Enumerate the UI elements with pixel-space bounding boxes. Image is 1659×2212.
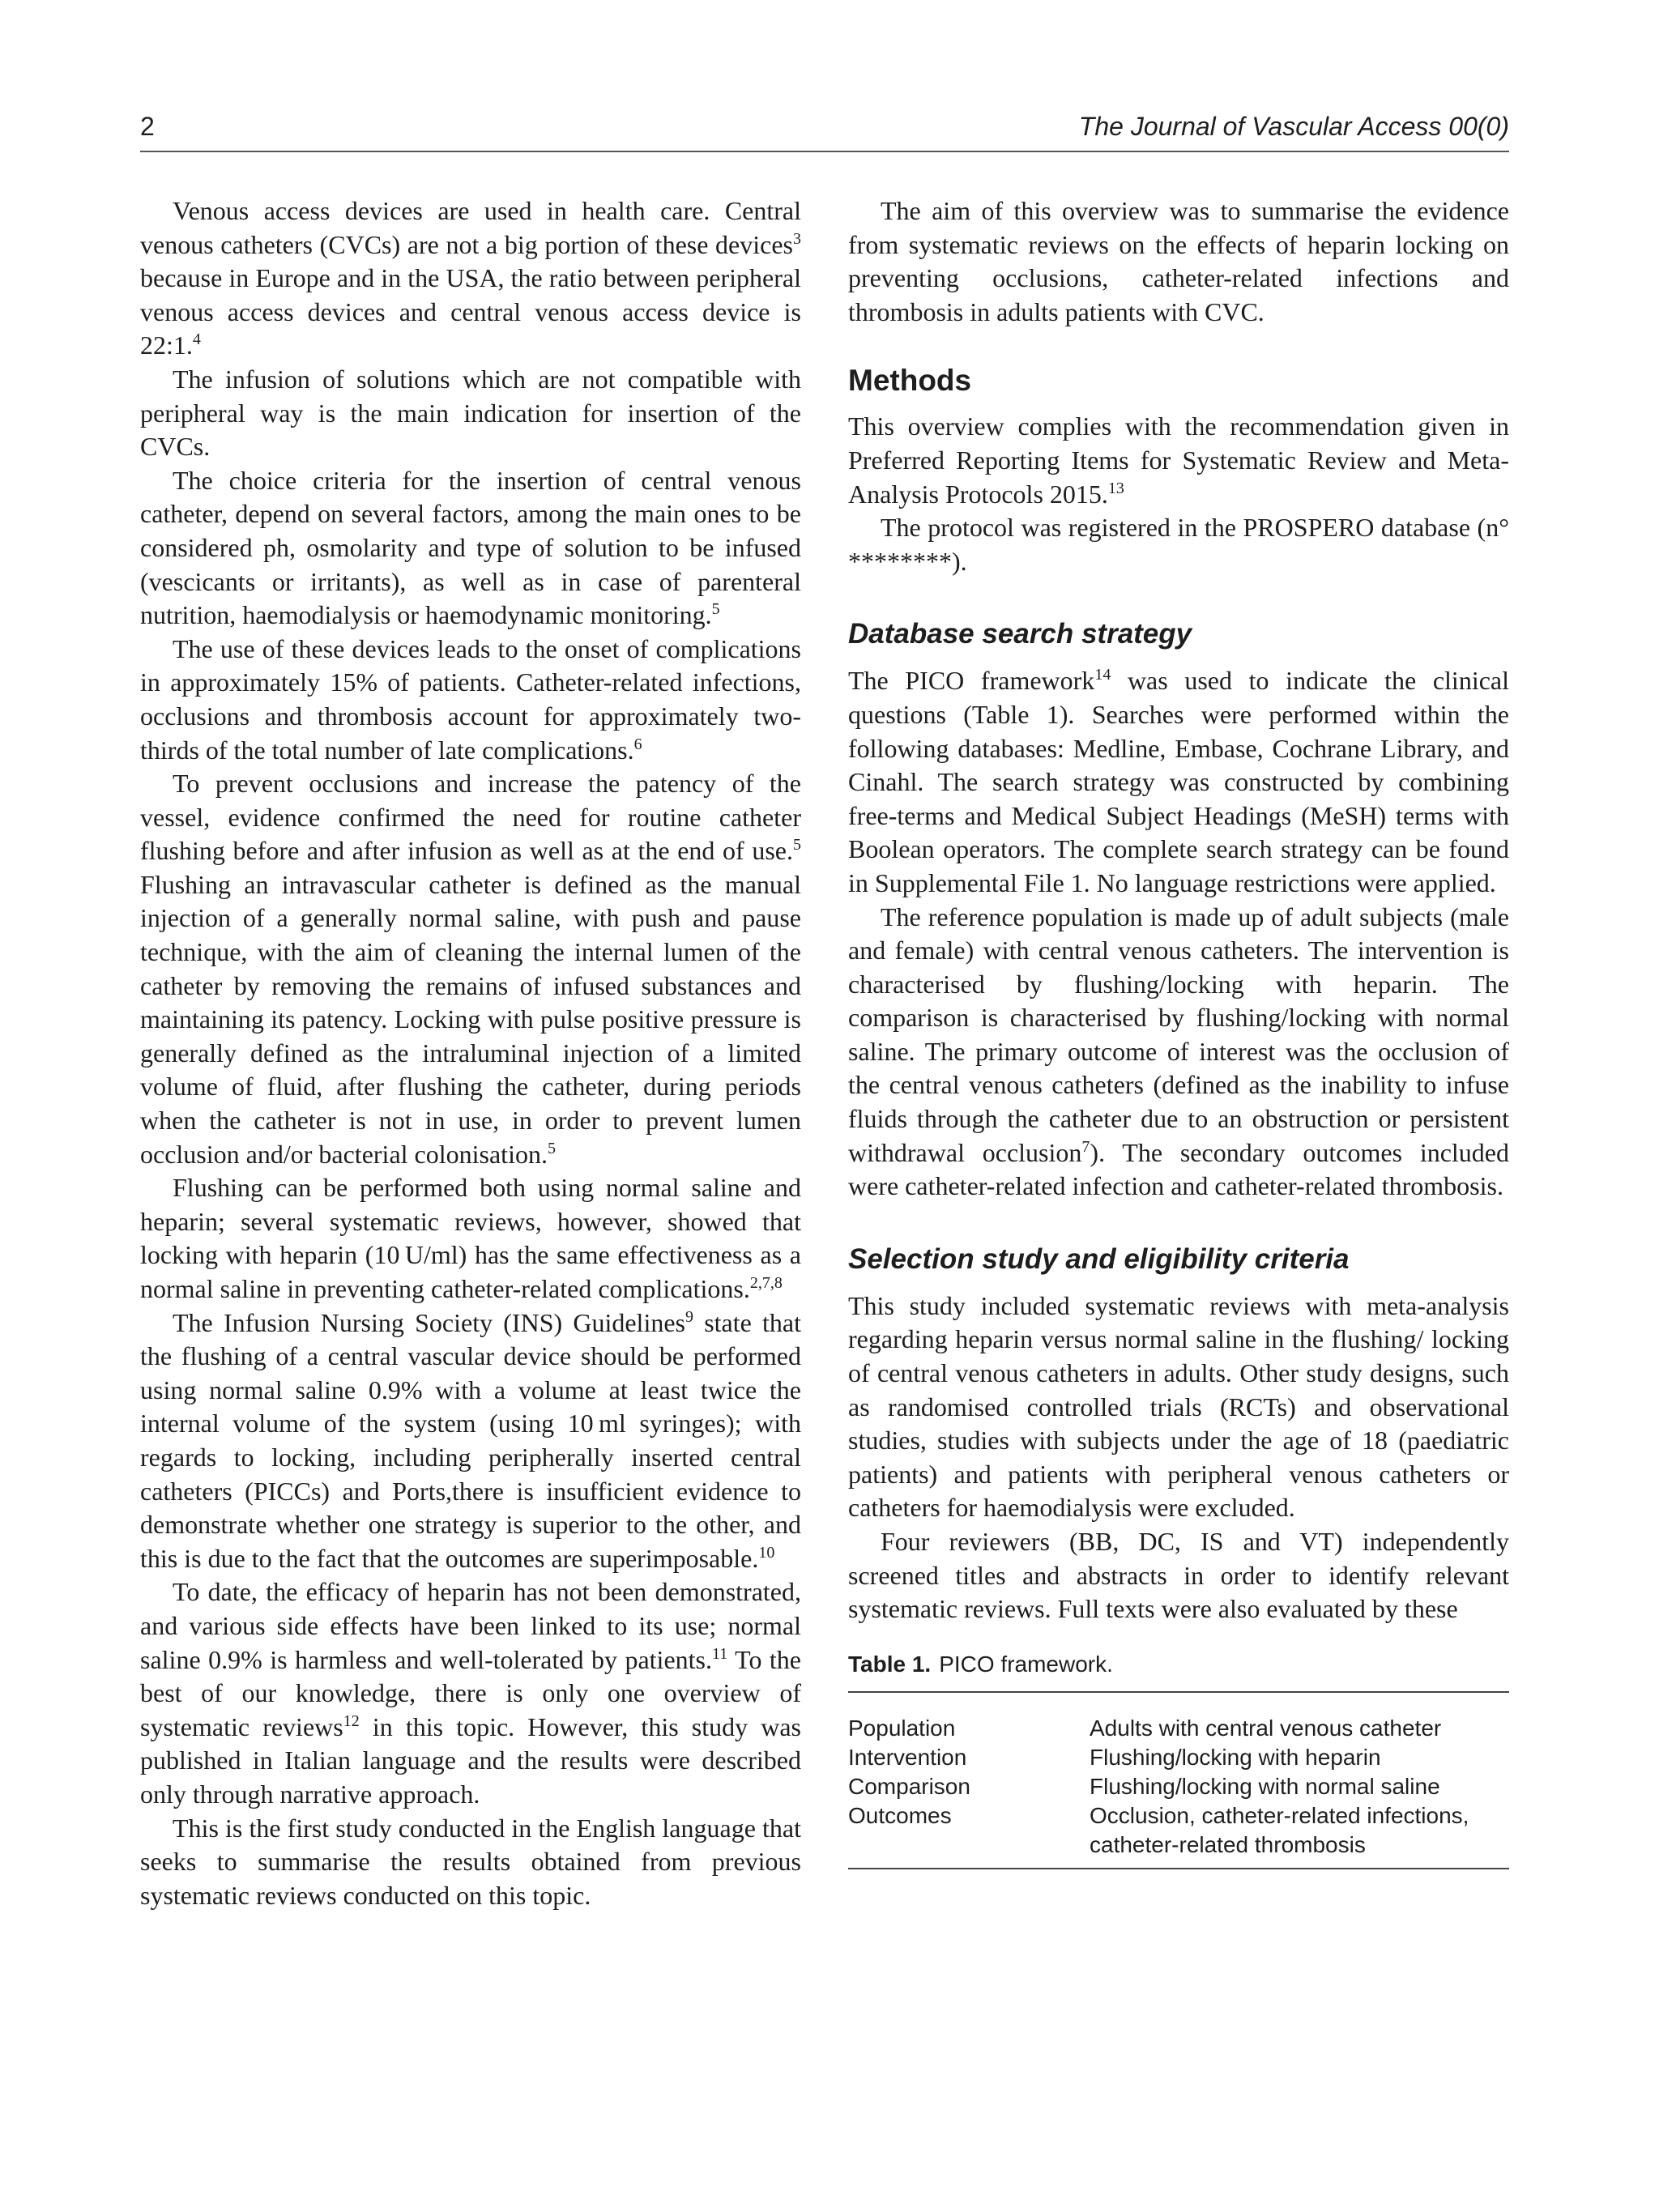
- citation: 12: [343, 1711, 360, 1730]
- table-caption-text: PICO framework.: [939, 1651, 1113, 1677]
- citation: 9: [685, 1307, 693, 1326]
- intro-paragraph-1: Venous access devices are used in health care. Central venous catheters (CVCs) are not a big portion of these devices$^3$ because in Europe and in the USA, the ratio between peripheral venous access devices and central venous access device is 22:1.$^4$: [140, 196, 801, 360]
- database-search-heading: Database search strategy: [848, 618, 1192, 650]
- citation: 2,7,8: [749, 1274, 783, 1292]
- citation: 11: [712, 1644, 728, 1663]
- intro-paragraph-8: To date, the efficacy of heparin has not been demonstrated, and various side effects have been linked to its use; normal saline 0.9% is harmless and well-tolerated by patients.$^{11}$ To the best of our knowledge, there is only one overview of systematic reviews$^{12}$ in this topic. However, this study was published in Italian language and the results were described only through narrative approach.: [140, 1577, 802, 1809]
- running-header: [140, 112, 1509, 152]
- table-cell-term: Outcomes: [848, 1802, 952, 1828]
- intro-paragraph-2: The infusion of solutions which are not compatible with peripheral way is the main indication for insertion of the CVCs.: [140, 364, 801, 462]
- selection-paragraph-1: This study included systematic reviews with meta-analysis regarding heparin versus normal saline in the flushing/ locking of central venous catheters in adults. Other study designs, such as randomised controlled trials (RCTs) and observational studies, studies with subjects under the age of 18 (paediatric patients) and patients with peripheral venous catheters or catheters for haemodialysis were excluded.: [848, 1290, 1509, 1523]
- right-column: [848, 194, 1509, 1869]
- intro-paragraph-4: The use of these devices leads to the onset of complications in approximately 15% of patients. Catheter-related infections, occlusions and thrombosis account for approximately two-thirds of the total number of late complications.$^6$: [140, 633, 801, 765]
- table-cell-term: Population: [848, 1715, 956, 1741]
- table-label: Table 1.: [848, 1651, 932, 1677]
- table-cell-definition: Adults with central venous catheter: [1090, 1715, 1442, 1741]
- table-cell-definition: Flushing/locking with normal saline: [1090, 1773, 1440, 1799]
- journal-title: The Journal of Vascular Access 00(0): [1078, 112, 1509, 141]
- search-paragraph-1: The PICO framework$^{14}$ was used to indicate the clinical questions (Table 1). Searches were performed within the following databases: Medline, Embase, Cochrane Library, and Cinahl. The search strategy was constructed by combining free-terms and Medical Subject Headings (MeSH) terms with Boolean operators. The complete search strategy can be found in Supplemental File 1. No language restrictions were applied.: [848, 666, 1510, 897]
- table-cell-term: Intervention: [848, 1744, 967, 1770]
- table-cell-term: Comparison: [848, 1773, 970, 1799]
- methods-paragraph-1: This overview complies with the recommendation given in Preferred Reporting Items for Systematic Review and Meta-Analysis Protocols 2015.13: [848, 411, 1509, 509]
- citation: 13: [1107, 479, 1124, 497]
- citation: 5: [711, 600, 720, 619]
- intro-paragraph-3: The choice criteria for the insertion of central venous catheter, depend on several factors, among the main ones to be considered ph, osmolarity and type of solution to be infused (vescicants or irritants), as well as in case of parenteral nutrition, haemodialysis or haemodynamic monitoring.$^5$: [140, 465, 801, 630]
- intro-paragraph-7: The Infusion Nursing Society (INS) Guidelines$^9$ state that the flushing of a central vascular device should be performed using normal saline 0.9% with a volume at least twice the internal volume of the system (using 10 ml syringes); with regards to locking, including peripherally inserted central catheters (PICCs) and Ports,there is insufficient evidence to demonstrate whether one strategy is superior to the other, and this is due to the fact that the outcomes are superimposable.$^{10}$: [140, 1307, 802, 1573]
- table-row: [848, 1692, 1509, 1743]
- citation: 14: [1094, 666, 1111, 684]
- intro-paragraph-9: This is the first study conducted in the English language that seeks to summarise the results obtained from previous systematic reviews conducted on this topic.: [140, 1813, 801, 1910]
- methods-heading: Methods: [848, 364, 972, 398]
- citation: 10: [758, 1543, 775, 1562]
- table-caption: [848, 1649, 1509, 1680]
- intro-paragraph-5: To prevent occlusions and increase the patency of the vessel, evidence confirmed the need for routine catheter flushing before and after infusion as well as at the end of use.$^5$ Flushing an intravascular catheter is defined as the manual injection of a generally normal saline, with push and pause technique, with the aim of cleaning the internal lumen of the catheter by removing the remains of infused substances and maintaining its patency. Locking with pulse positive pressure is generally defined as the intraluminal injection of a limited volume of fluid, after flushing the catheter, during periods when the catheter is not in use, in order to prevent lumen occlusion and/or bacterial colonisation.$^5$: [140, 769, 801, 1169]
- table-row: [848, 1801, 1509, 1869]
- citation: 7: [1081, 1137, 1090, 1156]
- pico-table: [848, 1691, 1509, 1869]
- search-paragraph-2: The reference population is made up of adult subjects (male and female) with central venous catheters. The intervention is characterised by flushing/locking with heparin. The comparison is characterised by flushing/locking with normal saline. The primary outcome of interest was the occlusion of the central venous catheters (defined as the inability to infuse fluids through the catheter due to an obstruction or persistent withdrawal occlusion$^7$). The secondary outcomes included were catheter-related infection and catheter-related thrombosis.: [848, 901, 1510, 1201]
- citation: 5: [793, 836, 801, 855]
- aim-paragraph: The aim of this overview was to summarise the evidence from systematic reviews on the effects of heparin locking on preventing occlusions, catheter-related infections and thrombosis in adults patients with CVC.: [848, 196, 1509, 326]
- table-cell-definition: Occlusion, catheter-related infections, catheter-related thrombosis: [1090, 1802, 1469, 1857]
- selection-heading: Selection study and eligibility criteria: [848, 1242, 1350, 1275]
- intro-paragraph-6: Flushing can be performed both using normal saline and heparin; several systematic reviews, however, showed that locking with heparin (10 U/ml) has the same effectiveness as a normal saline in preventing catheter-related complications.$^{2,7,8}$: [140, 1173, 801, 1303]
- citation: 6: [633, 735, 642, 753]
- citation: 4: [192, 330, 201, 349]
- citation: 5: [547, 1139, 556, 1157]
- pico-table-block: [848, 1649, 1509, 1869]
- table-cell-definition: Flushing/locking with heparin: [1090, 1744, 1381, 1770]
- left-column: [140, 194, 801, 1912]
- table-row: [848, 1743, 1509, 1772]
- table-row: [848, 1772, 1509, 1801]
- methods-paragraph-2: The protocol was registered in the PROSPERO database (n° ********).: [848, 513, 1509, 576]
- citation: 3: [793, 229, 801, 248]
- page-number: 2: [140, 112, 155, 141]
- selection-paragraph-2: Four reviewers (BB, DC, IS and VT) independently screened titles and abstracts in order to identify relevant systematic reviews. Full texts were also evaluated by these: [848, 1527, 1509, 1624]
